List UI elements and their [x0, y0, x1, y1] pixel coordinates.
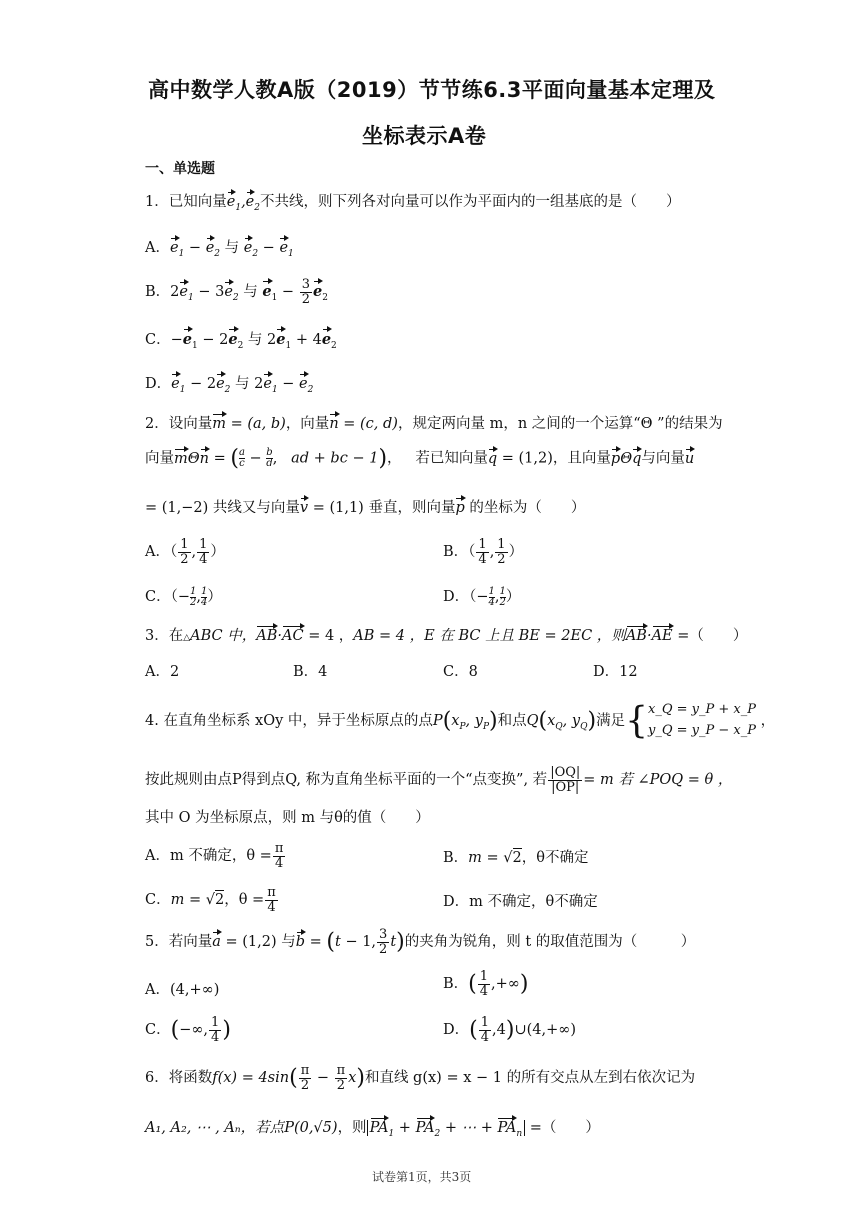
q2-l3a: = (1,−2) 共线又与向量	[145, 500, 300, 516]
q4-b-text: ，θ不确定	[521, 850, 589, 866]
q2-a-close: ）	[210, 544, 225, 561]
q2-option-c[interactable]: C．（− $\frac{1}{2}$, $\frac{1}{4}$）	[145, 585, 222, 608]
q2-l2d: 若已知向量	[415, 450, 488, 467]
q4-a-text: A．m 不确定，θ =	[145, 848, 272, 865]
q5-c-label: C．	[145, 1022, 171, 1039]
q2-l2e: = (1,2)	[501, 450, 553, 467]
q5-a-label: A．	[145, 982, 170, 998]
q2-d-close: ）	[505, 589, 521, 605]
q1-option-c-label: C．	[145, 332, 171, 348]
q6-l2b: P(0,√5)	[284, 1120, 338, 1136]
q1-option-d-label: D．	[145, 376, 172, 392]
q3-a: 3．在	[145, 628, 184, 644]
question-6-line-2: A₁, A₂, ⋯ , Aₙ，若点P(0,√5)，则 $PA_1 + PA_2$ + ⋯ + $PA_n$ =（ ）	[145, 1120, 600, 1139]
q2-b-close: ）	[508, 544, 524, 561]
q3-b: ABC 中，	[190, 628, 257, 644]
q4-option-c[interactable]: C．m = √2，θ = $\frac{\pi}{4}$	[145, 885, 276, 915]
q6-l2d: =（ ）	[529, 1120, 600, 1136]
q5-option-b[interactable]: B．( $\frac{1}{4}$ ,+∞)	[443, 969, 529, 999]
question-2-line-2: 向量mΘn = ( $\frac{a}{c}$ − $\frac{b}{d}$, ad + bc − 1)， 若已知向量q = (1,2)，且向量pΘq与向量u	[145, 446, 695, 471]
q4-c-text: ，θ =	[224, 892, 265, 909]
q4-l1c: 满足	[596, 712, 626, 729]
title-line-1: 高中数学人教A版（2019）节节练6.3平面向量基本定理及	[148, 78, 716, 102]
q2-l1a: 2．设向量	[145, 416, 213, 432]
q2-l3c: 的坐标为（ ）	[469, 500, 586, 516]
question-5-stem: 5．若向量a = (1,2) 与b = (t − 1, $\frac{3}{2}$ t)的夹角为锐角，则 t 的取值范围为（ ）	[145, 927, 696, 957]
question-4-line-3: 其中 O 为坐标原点，则 m 与θ的值（ ）	[145, 810, 430, 826]
q2-b-label: B．（	[443, 544, 476, 561]
page-footer: 试卷第1页，共3页	[372, 1170, 472, 1184]
q2-l2g: 与向量	[641, 450, 685, 467]
q5-option-c[interactable]: C．(−∞, $\frac{1}{4}$ )	[145, 1015, 231, 1045]
q4-b-label: B．	[443, 850, 469, 866]
question-6-line-1: 6．将函数f(x) = 4sin( $\frac{\pi}{2}$ − $\frac{\pi}{2}$ x)和直线 g(x) = x − 1 的所有交点从左到右依次记为	[145, 1063, 696, 1093]
q1-option-b-label: B．	[145, 284, 171, 301]
q4-option-a[interactable]: A．m 不确定，θ = $\frac{\pi}{4}$	[145, 841, 284, 871]
q2-l2c: ad + bc − 1	[291, 450, 379, 467]
q1-d-with: 与	[235, 376, 250, 392]
q4-option-d[interactable]: D．m 不确定，θ不确定	[443, 894, 598, 910]
q6-l1c: 和直线 g(x) = x − 1 的所有交点从左到右依次记为	[364, 1070, 696, 1087]
q3-f: =（ ）	[677, 628, 748, 644]
q2-option-b[interactable]: B．（ $\frac{1}{4}$ , $\frac{1}{2}$ ）	[443, 537, 524, 567]
q3-option-a[interactable]: A．2	[145, 664, 180, 680]
q4-option-b[interactable]: B．m = √2，θ不确定	[443, 850, 589, 866]
q4-frac-den: |OP|	[551, 779, 580, 795]
q4-l2a: 按此规则由点P得到点Q, 称为直角坐标平面的一个“点变换”, 若	[145, 772, 548, 789]
q5-b: = (1,2) 与	[225, 934, 296, 951]
q5-a: 5．若向量	[145, 934, 213, 951]
q2-l1b: ，向量	[285, 416, 330, 432]
q5-c: 的夹角为锐角，则 t 的取值范围为（ ）	[404, 934, 696, 951]
q4-l1a: 4. 在直角坐标系 xOy 中，异于坐标原点的点	[145, 712, 433, 729]
q6-l1a: 6．将函数	[145, 1070, 213, 1087]
q2-a-label: A．（	[145, 544, 178, 561]
question-3-stem: 3．在△ABC 中，AB·AC = 4 ，AB = 4 ，E 在 BC 上且 BE = 2EC ，则AB·AE =（ ）	[145, 628, 748, 644]
question-4-line-2	[145, 766, 732, 794]
section-heading: 一、单选题	[145, 161, 215, 177]
q1-option-a[interactable]: A．$e_1 - e_2$ 与 $e_2 - e_1$	[145, 240, 294, 259]
q3-option-b[interactable]: B．4	[293, 664, 328, 680]
q2-l2a: 向量	[145, 450, 174, 467]
q4-l2b: = m 若 ∠POQ = θ ，	[583, 772, 733, 789]
question-1-stem: 1．已知向量$e_1,e_2$不共线，则下列各对向量可以作为平面内的一组基底的是（ ）	[145, 194, 681, 213]
q2-c-close: ）	[207, 589, 222, 605]
title-line-2: 坐标表示A卷	[362, 124, 487, 148]
q6-l1b: f(x) = 4sin	[212, 1070, 290, 1087]
q2-l3b: = (1,1) 垂直，则向量	[312, 500, 456, 516]
q1-c-with: 与	[247, 332, 263, 348]
q3-option-c[interactable]: C．8	[443, 664, 478, 680]
q2-option-d[interactable]: D．（− $\frac{1}{4}$, $\frac{1}{2}$）	[443, 585, 521, 608]
q1-stem-b: 不共线，则下列各对向量可以作为平面内的一组基底的是（ ）	[260, 194, 681, 210]
q1-option-a-label: A．	[145, 240, 170, 256]
q3-option-d[interactable]: D．12	[593, 664, 638, 680]
question-2-line-3: = (1,−2) 共线又与向量v = (1,1) 垂直，则向量p 的坐标为（ ）	[145, 500, 586, 516]
q1-option-c[interactable]: C．$-e_1 - 2e_2$ 与 $2e_1 + 4e_2$	[145, 331, 337, 351]
q1-option-d[interactable]: D．$e_1 - 2e_2$ 与 $2e_1 - e_2$	[145, 376, 314, 395]
q1-b-with: 与	[243, 284, 258, 301]
q2-option-a[interactable]: A．（ $\frac{1}{2}$ , $\frac{1}{4}$ ）	[145, 537, 225, 567]
q1-stem-a: 已知向量	[168, 194, 227, 210]
q6-l2a: A₁, A₂, ⋯ , Aₙ，若点	[145, 1120, 285, 1136]
q2-d-label: D．（	[443, 589, 477, 605]
q2-l1c: ，规定两向量 m，n 之间的一个运算“Θ ”的结果为	[397, 416, 723, 432]
q1-option-b[interactable]: B．$2e_1 - 3e_2$ 与 $e_1$ − $\frac{3}{2}$ $e_2$	[145, 277, 328, 307]
q4-frac-num: |OQ|	[550, 765, 581, 780]
q2-l2f: ，且向量	[552, 450, 611, 467]
q3-e: E 在 BC 上且 BE = 2EC ，则	[424, 628, 626, 644]
q5-d-label: D．	[443, 1022, 470, 1039]
q5-option-d[interactable]: D．( $\frac{1}{4}$ ,4)∪(4,+∞)	[443, 1015, 576, 1045]
q5-a-value: (4,+∞)	[169, 982, 220, 998]
q5-option-a[interactable]	[145, 978, 219, 999]
q3-c: = 4 ，	[308, 628, 354, 644]
question-2-line-1: 2．设向量m = (a, b)，向量n = (c, d)，规定两向量 m，n 之间的一个运算“Θ ”的结果为	[145, 416, 723, 432]
q4-c-label: C．	[145, 892, 171, 909]
q1-a-with: 与	[224, 240, 240, 256]
q4-sys-1: x_Q = y_P + x_P	[647, 702, 756, 717]
question-4-line-1: 4. 在直角坐标系 xOy 中，异于坐标原点的点$P(x_P$, $y_P$)和点$Q(x_Q$, $y_Q$)满足{x_Q = y_P + x_P y_Q = y_P − x_P ，	[145, 700, 776, 742]
q2-c-label: C．（	[145, 589, 178, 605]
q4-l1b: 和点	[497, 712, 527, 729]
q6-l2c: ，则	[337, 1120, 367, 1136]
q2-m: = (a, b)	[230, 416, 286, 432]
q2-n: = (c, d)	[343, 416, 398, 432]
q1-number: 1．	[145, 194, 169, 210]
q5-b-label: B．	[443, 976, 469, 993]
q4-sys-2: y_Q = y_P − x_P	[647, 722, 756, 738]
q3-d: AB = 4 ，	[353, 628, 425, 644]
